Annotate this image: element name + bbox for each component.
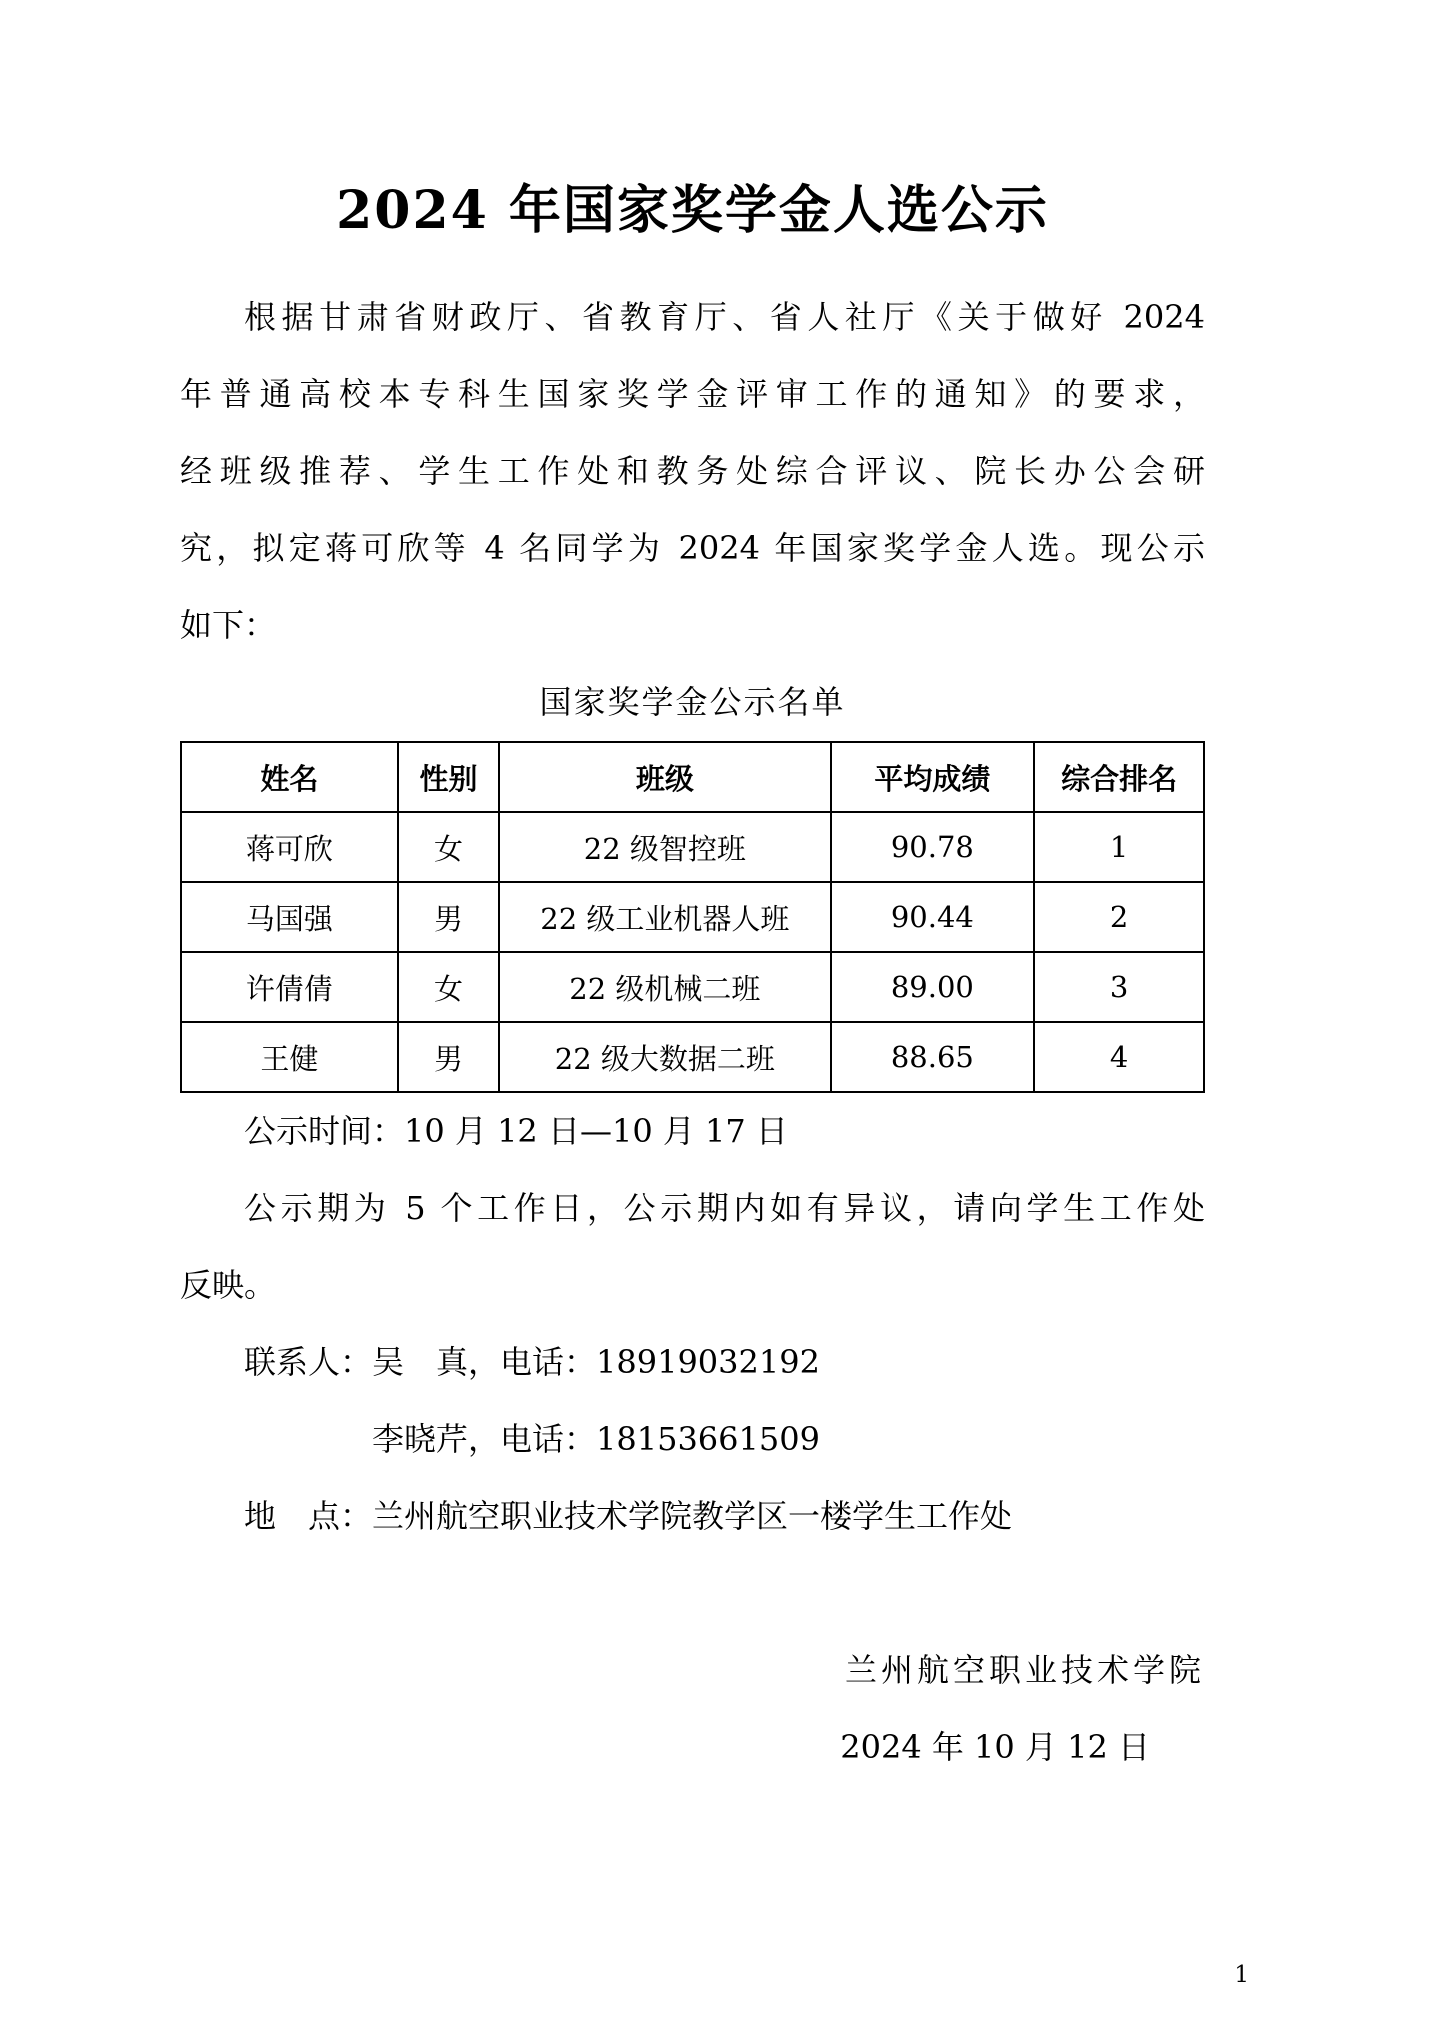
cell-class: 22 级机械二班 [499,952,830,1022]
cell-rank: 1 [1034,812,1204,882]
cell-name: 马国强 [181,882,398,952]
cell-class: 22 级大数据二班 [499,1022,830,1092]
page-title: 2024 年国家奖学金人选公示 [336,180,1049,241]
page-number: 1 [1234,1962,1249,1988]
cell-score: 89.00 [831,952,1035,1022]
scholarship-table [180,741,1205,1093]
header-class: 班级 [499,742,830,812]
cell-score: 90.78 [831,812,1035,882]
cell-rank: 3 [1034,952,1204,1022]
table-caption: 国家奖学金公示名单 [539,683,846,721]
table-row [181,1022,1204,1092]
table-row [181,952,1204,1022]
cell-class: 22 级智控班 [499,812,830,882]
table-header-row [181,742,1204,812]
header-score: 平均成绩 [831,742,1035,812]
intro-line-4: 究，拟定蒋可欣等 4 名同学为 2024 年国家奖学金人选。现公示 [180,529,1205,567]
signature-block [180,1632,1205,1786]
header-name: 姓名 [181,742,398,812]
cell-name: 蒋可欣 [181,812,398,882]
objection-line-2: 反映。 [180,1266,277,1304]
objection-line-1: 公示期为 5 个工作日，公示期内如有异议，请向学生工作处 [244,1189,1205,1227]
period-line: 公示时间：10 月 12 日—10 月 17 日 [244,1112,788,1150]
cell-name: 王健 [181,1022,398,1092]
intro-line-5: 如下： [180,606,277,644]
cell-gender: 男 [398,1022,499,1092]
document-content [180,0,1205,1786]
contact-line-2: 李晓芹，电话：18153661509 [372,1420,820,1458]
cell-rank: 2 [1034,882,1204,952]
contact-line-1: 联系人：吴 真，电话：18919032192 [244,1343,820,1381]
signature-date: 2024 年 10 月 12 日 [840,1728,1150,1766]
table-row [181,882,1204,952]
intro-line-1: 根据甘肃省财政厅、省教育厅、省人社厅《关于做好 2024 [244,298,1205,336]
header-rank: 综合排名 [1034,742,1204,812]
cell-name: 许倩倩 [181,952,398,1022]
cell-gender: 女 [398,952,499,1022]
intro-line-3: 经班级推荐、学生工作处和教务处综合评议、院长办公会研 [180,452,1205,490]
table-row [181,812,1204,882]
cell-score: 90.44 [831,882,1035,952]
cell-gender: 女 [398,812,499,882]
header-gender: 性别 [398,742,499,812]
signature-org: 兰州航空职业技术学院 [844,1651,1205,1689]
intro-line-2: 年普通高校本专科生国家奖学金评审工作的通知》的要求， [180,375,1205,413]
cell-gender: 男 [398,882,499,952]
cell-rank: 4 [1034,1022,1204,1092]
cell-class: 22 级工业机器人班 [499,882,830,952]
intro-paragraph [180,279,1205,664]
location-line: 地 点：兰州航空职业技术学院教学区一楼学生工作处 [244,1497,1013,1535]
cell-score: 88.65 [831,1022,1035,1092]
